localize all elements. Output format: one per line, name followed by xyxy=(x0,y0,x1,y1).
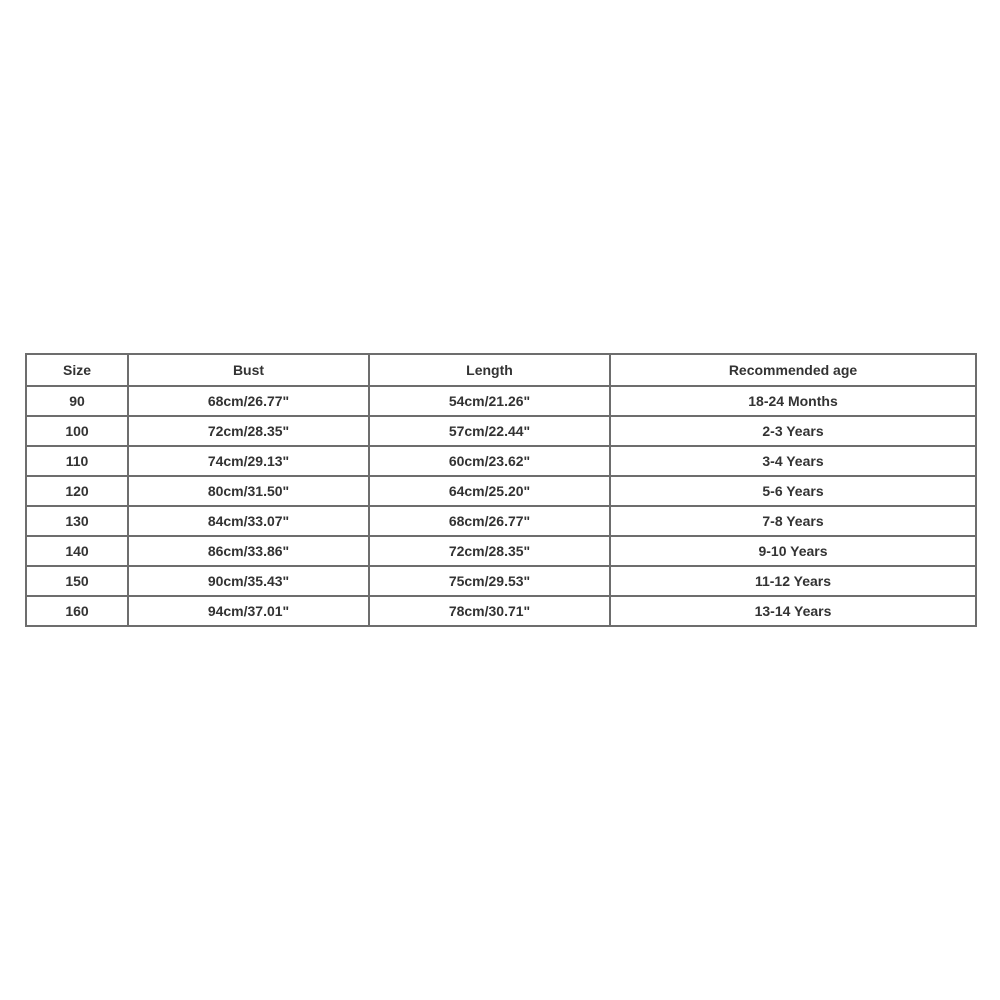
table-row xyxy=(26,506,976,536)
size-chart-table xyxy=(25,353,977,627)
cell-bust: 72cm/28.35" xyxy=(128,416,369,446)
table-row xyxy=(26,386,976,416)
cell-length: 54cm/21.26" xyxy=(369,386,610,416)
cell-length: 64cm/25.20" xyxy=(369,476,610,506)
header-bust: Bust xyxy=(128,354,369,386)
cell-size: 130 xyxy=(26,506,128,536)
cell-length: 68cm/26.77" xyxy=(369,506,610,536)
header-row xyxy=(26,354,976,386)
cell-length: 78cm/30.71" xyxy=(369,596,610,626)
cell-age: 3-4 Years xyxy=(610,446,976,476)
cell-age: 13-14 Years xyxy=(610,596,976,626)
cell-age: 7-8 Years xyxy=(610,506,976,536)
cell-size: 90 xyxy=(26,386,128,416)
cell-age: 9-10 Years xyxy=(610,536,976,566)
cell-bust: 94cm/37.01" xyxy=(128,596,369,626)
table-row xyxy=(26,596,976,626)
cell-bust: 84cm/33.07" xyxy=(128,506,369,536)
cell-size: 160 xyxy=(26,596,128,626)
table-row xyxy=(26,446,976,476)
cell-bust: 86cm/33.86" xyxy=(128,536,369,566)
cell-age: 5-6 Years xyxy=(610,476,976,506)
table-row xyxy=(26,536,976,566)
table-row xyxy=(26,416,976,446)
table-row xyxy=(26,476,976,506)
cell-length: 72cm/28.35" xyxy=(369,536,610,566)
cell-size: 140 xyxy=(26,536,128,566)
cell-bust: 90cm/35.43" xyxy=(128,566,369,596)
table-body xyxy=(26,386,976,626)
cell-age: 18-24 Months xyxy=(610,386,976,416)
cell-size: 120 xyxy=(26,476,128,506)
cell-length: 75cm/29.53" xyxy=(369,566,610,596)
cell-bust: 68cm/26.77" xyxy=(128,386,369,416)
cell-length: 60cm/23.62" xyxy=(369,446,610,476)
cell-age: 11-12 Years xyxy=(610,566,976,596)
header-recommended-age: Recommended age xyxy=(610,354,976,386)
header-length: Length xyxy=(369,354,610,386)
cell-bust: 74cm/29.13" xyxy=(128,446,369,476)
cell-bust: 80cm/31.50" xyxy=(128,476,369,506)
cell-age: 2-3 Years xyxy=(610,416,976,446)
cell-size: 100 xyxy=(26,416,128,446)
cell-size: 110 xyxy=(26,446,128,476)
header-size: Size xyxy=(26,354,128,386)
table-row xyxy=(26,566,976,596)
cell-length: 57cm/22.44" xyxy=(369,416,610,446)
table-header xyxy=(26,354,976,386)
cell-size: 150 xyxy=(26,566,128,596)
